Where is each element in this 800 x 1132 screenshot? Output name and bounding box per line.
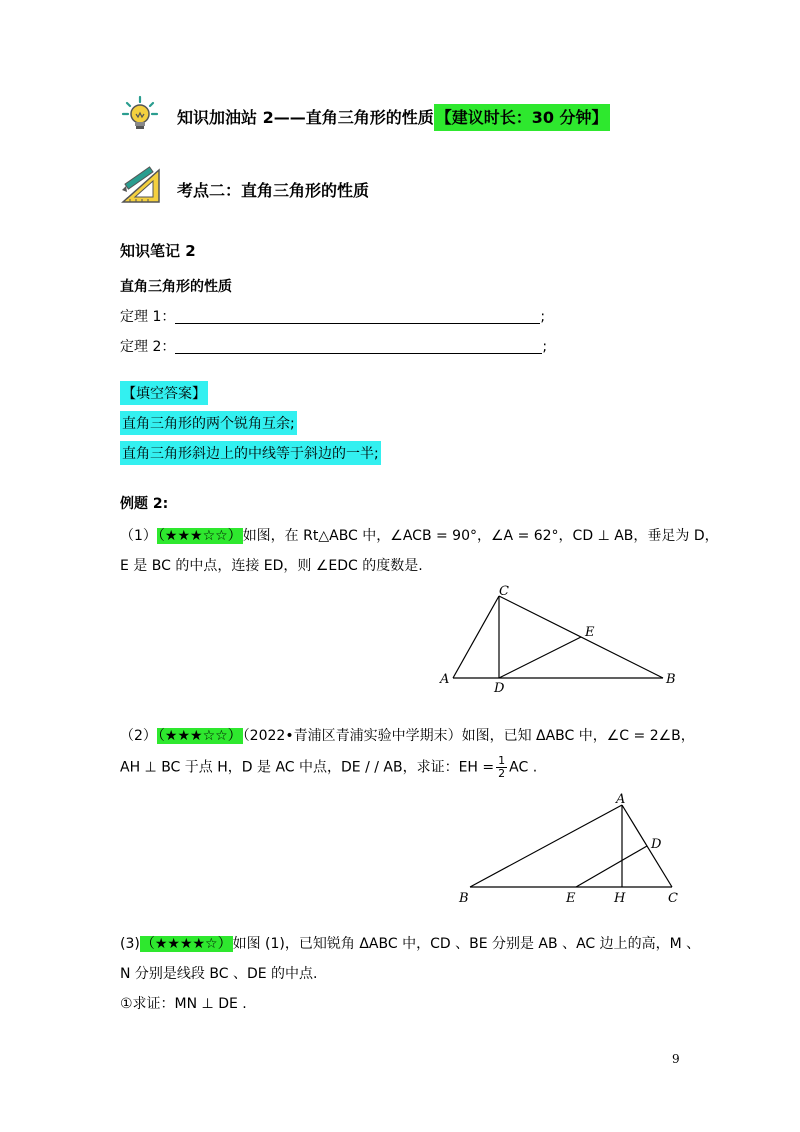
problem-2-line-1	[120, 725, 695, 745]
problem-1-text-1: 如图，在 Rt△ABC 中，∠ACB = 90°，∠A = 62°，CD ⊥ AB，垂足为 D，	[242, 528, 719, 544]
theorem-2-row	[120, 336, 547, 356]
fraction-one-half	[496, 755, 507, 780]
example-heading: 例题 2:	[120, 496, 169, 512]
notes-subheading: 直角三角形的性质	[120, 279, 232, 295]
problem-1-number: （1）	[120, 528, 157, 544]
fig2-label-h: H	[614, 891, 626, 906]
fig2-label-c: C	[668, 891, 678, 906]
problem-3-line-2: N 分别是线段 BC 、DE 的中点.	[120, 966, 318, 982]
answer-label: 【填空答案】	[120, 381, 208, 405]
answer-1: 直角三角形的两个锐角互余;	[120, 411, 297, 435]
page-number: 9	[672, 1052, 680, 1066]
theorem-2-label: 定理 2：	[120, 339, 176, 355]
fig2-label-d: D	[651, 837, 662, 852]
answer-2: 直角三角形斜边上的中线等于斜边的一半;	[120, 441, 381, 465]
fraction-numerator: 1	[498, 754, 506, 767]
problem-1-line-1	[120, 525, 719, 545]
topic-title: 考点二：直角三角形的性质	[177, 181, 370, 200]
problem-3-text-1: 如图 (1)，已知锐角 ΔABC 中，CD 、BE 分别是 AB 、AC 边上的高，M 、	[232, 936, 701, 952]
section-title-text: 知识加油站 2——直角三角形的性质	[177, 108, 434, 127]
figure-1-triangle	[435, 580, 685, 695]
difficulty-stars-2: （★★★☆☆）	[157, 728, 242, 744]
notes-heading: 知识笔记 2	[120, 242, 196, 260]
theorem-1-row	[120, 306, 545, 326]
problem-2-text-2a: AH ⊥ BC 于点 H，D 是 AC 中点，DE / / AB，求证：EH =	[120, 759, 495, 776]
fig2-label-b: B	[459, 891, 469, 906]
theorem-1-label: 定理 1：	[120, 309, 176, 325]
segment-de	[499, 637, 581, 678]
problem-1-line-2: E 是 BC 的中点，连接 ED，则 ∠EDC 的度数是.	[120, 558, 423, 574]
fig1-label-e: E	[585, 625, 595, 640]
theorem-1-blank-a[interactable]	[175, 309, 245, 324]
problem-2-text-1: （2022•青浦区青浦实验中学期末）如图，已知 ΔABC 中，∠C = 2∠B，	[242, 728, 695, 744]
fig1-label-c: C	[499, 584, 509, 599]
problem-2-line-2	[120, 755, 537, 780]
theorem-1-end: ;	[540, 309, 546, 325]
problem-3-number: (3)	[120, 936, 140, 952]
side-ac	[453, 596, 499, 678]
fig2-label-e: E	[566, 891, 576, 906]
theorem-2-blank[interactable]	[175, 339, 542, 354]
problem-3-line-3: ①求证：MN ⊥ DE .	[120, 996, 247, 1012]
theorem-2-end: ;	[542, 339, 548, 355]
side-ba	[470, 805, 622, 887]
fig1-label-b: B	[666, 672, 676, 687]
theorem-1-blank-b[interactable]	[245, 309, 540, 324]
segment-ed	[576, 846, 647, 887]
difficulty-stars-1: （★★★☆☆）	[157, 528, 242, 544]
fig1-label-d: D	[494, 681, 505, 695]
fraction-denominator: 2	[498, 767, 506, 780]
pencil-ruler-icon	[120, 165, 162, 205]
problem-3-line-1	[120, 933, 700, 953]
problem-2-number: （2）	[120, 728, 157, 744]
lightbulb-icon	[120, 95, 160, 135]
fig2-label-a: A	[616, 792, 626, 807]
section-title	[177, 105, 610, 128]
fig1-label-a: A	[440, 672, 450, 687]
duration-badge: 【建议时长：30 分钟】	[434, 104, 610, 131]
figure-2-triangle	[450, 790, 690, 910]
problem-2-text-2b: AC .	[509, 759, 538, 776]
difficulty-stars-3: （★★★★☆）	[140, 936, 232, 952]
